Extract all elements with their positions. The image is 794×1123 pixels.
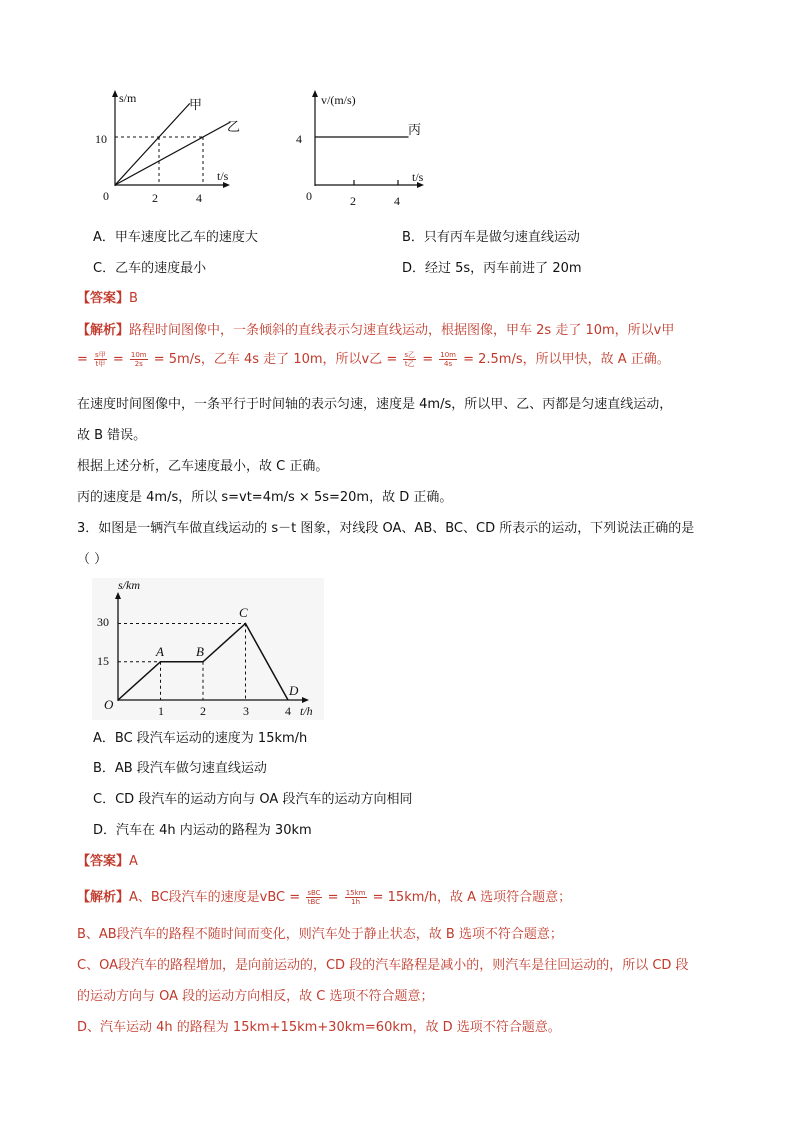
y-axis-arrow <box>312 90 318 97</box>
q2-analysis-line6: 丙的速度是 4m/s，所以 s=vt=4m/s × 5s=20m，故 D 正确。 <box>77 490 453 505</box>
fraction-s-t-yi: s乙 t乙 <box>404 351 416 368</box>
origin-label: 0 <box>306 189 312 203</box>
x-tick-2: 2 <box>350 194 356 208</box>
x-tick-2: 2 <box>200 704 206 718</box>
label-yi: 乙 <box>227 119 241 134</box>
q3-analysis-line1 <box>77 889 571 906</box>
x-tick-3: 3 <box>243 704 249 718</box>
fraction-15km-1h: $\frac{15km}{1h}$ <box>345 889 366 906</box>
point-a: A <box>156 644 164 659</box>
eq: = <box>422 352 434 367</box>
x-unit: t/s <box>412 170 424 184</box>
eq: = <box>77 352 88 367</box>
point-d: D <box>289 683 299 698</box>
x-unit: t/h <box>300 704 313 718</box>
answer-tag: 【答案】 <box>77 854 130 869</box>
x-tick-1: 1 <box>158 704 164 718</box>
q3-option-a: A．BC 段汽车运动的速度为 15km/h <box>93 731 308 746</box>
fraction-10m-4s: $\frac{10m}{4s}$ <box>440 351 456 368</box>
q3-analysis-line3: C、OA段汽车的路程增加，是向前运动的，CD 段的汽车路程是减小的，则汽车是往回运动的，所以 CD 段 <box>77 958 689 973</box>
x-tick-2: 2 <box>152 191 158 205</box>
label-bing: 丙 <box>408 122 422 137</box>
analysis-text: A、BC段汽车的速度是vBC = <box>129 890 301 905</box>
q2-answer <box>77 291 138 307</box>
y-tick-10: 10 <box>95 132 107 146</box>
answer-value: A <box>129 854 138 869</box>
q2-analysis-line2 <box>77 351 670 368</box>
q3-answer <box>77 854 138 870</box>
analysis-tag: 【解析】 <box>77 323 130 338</box>
fraction-10m-2s: $\frac{10m}{2s}$ <box>130 351 147 368</box>
q3-option-c: C．CD 段汽车的运动方向与 OA 段汽车的运动方向相同 <box>93 792 413 807</box>
q3-analysis-line2: B、AB段汽车的路程不随时间而变化，则汽车处于静止状态，故 B 选项不符合题意； <box>77 927 563 942</box>
q2-analysis-line1 <box>77 323 674 339</box>
q2-analysis-line5: 根据上述分析，乙车速度最小，故 C 正确。 <box>77 459 329 474</box>
point-b: B <box>196 644 204 659</box>
graph-background <box>92 578 324 720</box>
q2-analysis-line4: 故 B 错误。 <box>77 428 147 443</box>
x-unit: t/s <box>217 169 229 183</box>
text-end: = 2.5m/s，所以甲快，故 A 正确。 <box>463 352 670 367</box>
y-tick-15: 15 <box>97 654 109 668</box>
q2-option-d: D．经过 5s，丙车前进了 20m <box>402 261 582 276</box>
analysis-text: 路程时间图像中，一条倾斜的直线表示匀速直线运动，根据图像，甲车 2s 走了 10m，所以v甲 <box>129 323 675 338</box>
eq: = <box>112 352 124 367</box>
answer-tag: 【答案】 <box>77 291 130 306</box>
y-unit: v/(m/s) <box>321 93 356 107</box>
q3-option-d: D．汽车在 4h 内运动的路程为 30km <box>93 823 312 838</box>
text-end: = 15km/h，故 A 选项符合题意； <box>372 890 572 905</box>
graph-vt <box>288 88 438 210</box>
q3-analysis-line4: 的运动方向与 OA 段的运动方向相反，故 C 选项不符合题意； <box>77 989 434 1004</box>
fraction-s-t-jia: s甲 t甲 <box>95 351 106 368</box>
q3-option-b: B．AB 段汽车做匀速直线运动 <box>93 761 267 776</box>
y-axis-arrow <box>112 90 118 97</box>
q2-analysis-line3: 在速度时间图像中，一条平行于时间轴的表示匀速，速度是 4m/s，所以甲、乙、丙都是匀速直线运动， <box>77 397 673 412</box>
x-tick-4: 4 <box>285 704 291 718</box>
fraction-sbc-tbc: sBC tBC <box>307 889 321 906</box>
label-jia: 甲 <box>189 97 203 112</box>
q3-paren: （ ） <box>77 552 108 567</box>
y-unit: s/m <box>119 91 137 105</box>
x-tick-4: 4 <box>394 194 400 208</box>
graph-st <box>88 88 248 208</box>
y-tick-4: 4 <box>296 132 302 146</box>
q3-stem: 3．如图是一辆汽车做直线运动的 s－t 图象，对线段 OA、AB、BC、CD 所表示的运动，下列说法正确的是 <box>77 521 695 536</box>
eq: = <box>327 890 339 905</box>
series-jia <box>115 103 190 185</box>
series-yi <box>115 122 231 185</box>
q3-analysis-line5: D、汽车运动 4h 的路程为 15km+15km+30km=60km，故 D 选项不符合题意。 <box>77 1020 561 1035</box>
graph-q3-st <box>92 578 324 720</box>
text-mid: = 5m/s，乙车 4s 走了 10m，所以v乙 = <box>153 352 398 367</box>
origin-label: 0 <box>103 189 109 203</box>
q2-option-a: A．甲车速度比乙车的速度大 <box>93 230 258 245</box>
origin-label: O <box>104 697 114 712</box>
q2-option-b: B．只有丙车是做匀速直线运动 <box>402 230 580 245</box>
point-c: C <box>239 605 248 620</box>
x-tick-4: 4 <box>196 191 202 205</box>
analysis-tag: 【解析】 <box>77 890 130 905</box>
y-tick-30: 30 <box>97 615 109 629</box>
answer-value: B <box>129 291 138 306</box>
q2-option-c: C．乙车的速度最小 <box>93 261 207 276</box>
y-unit: s/km <box>118 578 140 592</box>
